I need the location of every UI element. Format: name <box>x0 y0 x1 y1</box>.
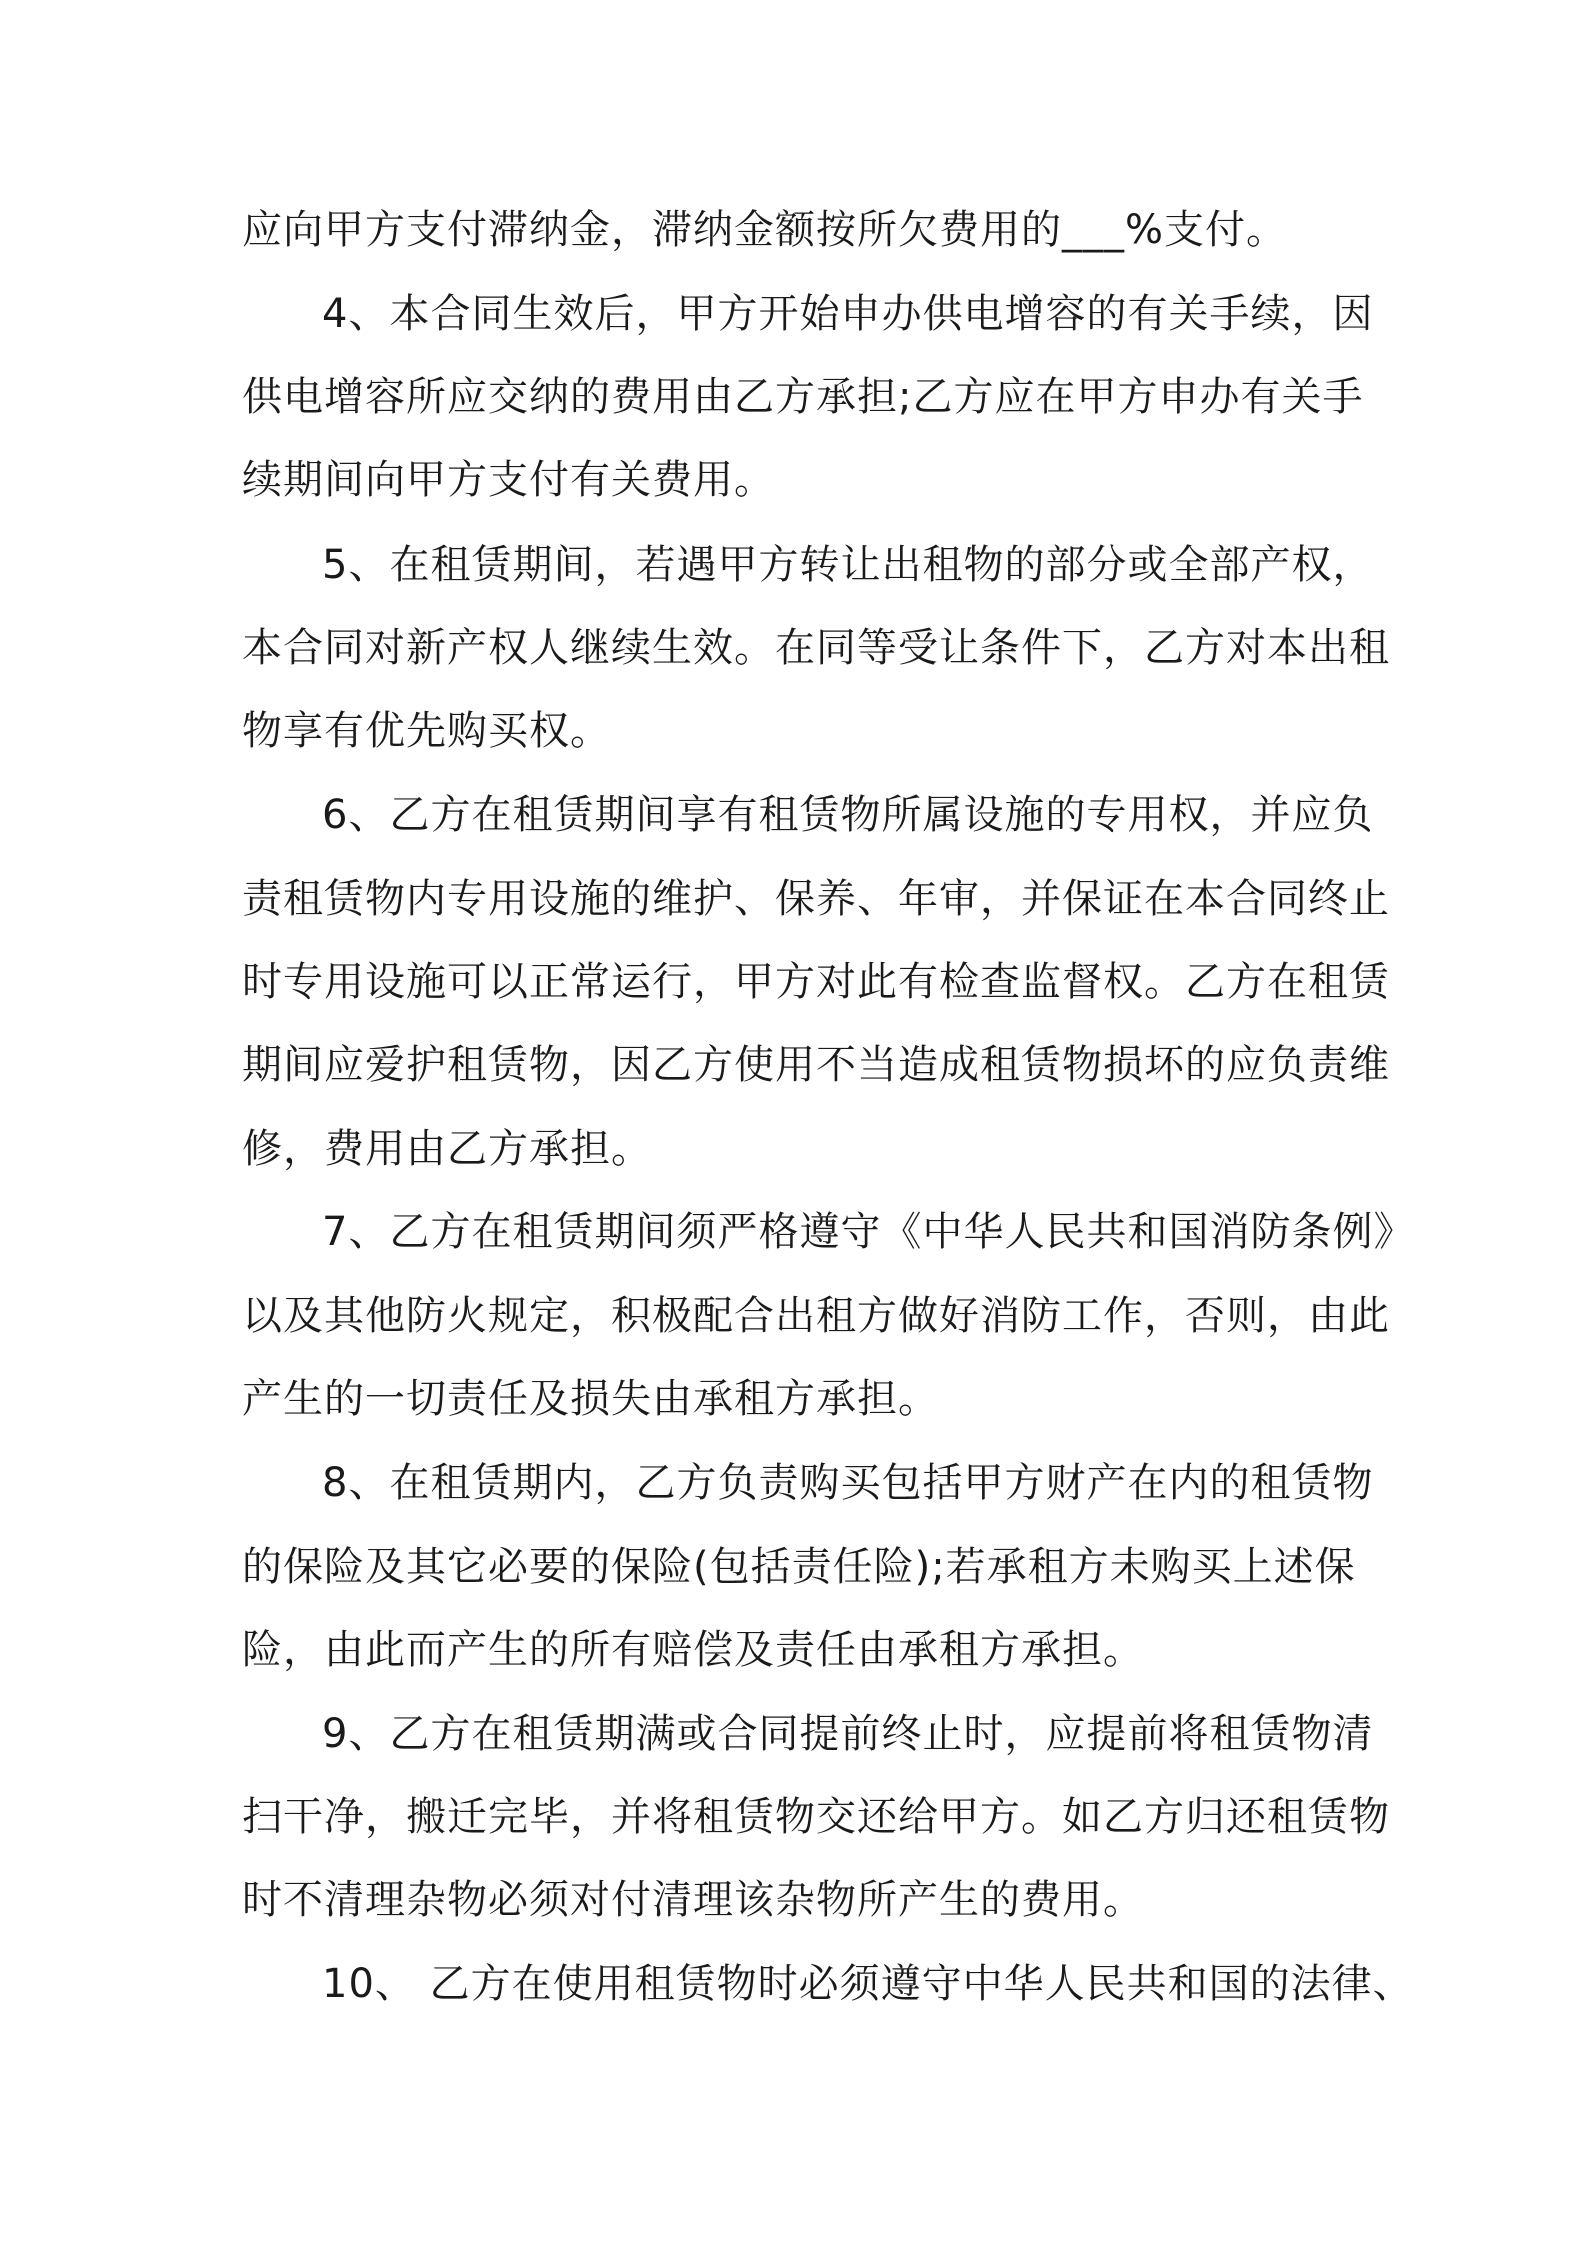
clause-10-line-1: 10、 乙方在使用租赁物时必须遵守中华人民共和国的法律、 <box>322 1961 1414 2007</box>
clause-4-line-1: 4、本合同生效后，甲方开始申办供电增容的有关手续，因 <box>322 291 1374 337</box>
clause-5-line-3: 物享有优先购买权。 <box>242 708 611 754</box>
clause-3-line-1: 应向甲方支付滞纳金，滞纳金额按所欠费用的___%支付。 <box>242 207 1288 253</box>
clause-7-line-1: 7、乙方在租赁期间须严格遵守《中华人民共和国消防条例》 <box>322 1209 1415 1255</box>
clause-9-line-2: 扫干净，搬迁完毕，并将租赁物交还给甲方。如乙方归还租赁物 <box>242 1794 1390 1840</box>
clause-6-line-1: 6、乙方在租赁期间享有租赁物所属设施的专用权，并应负 <box>322 792 1374 838</box>
clause-5-line-1: 5、在租赁期间，若遇甲方转让出租物的部分或全部产权， <box>322 542 1374 588</box>
clause-7-line-3: 产生的一切责任及损失由承租方承担。 <box>242 1376 939 1422</box>
clause-9-line-1: 9、乙方在租赁期满或合同提前终止时，应提前将租赁物清 <box>322 1711 1374 1757</box>
clause-6-line-3: 时专用设施可以正常运行，甲方对此有检查监督权。乙方在租赁 <box>242 959 1390 1005</box>
clause-4-line-3: 续期间向甲方支付有关费用。 <box>242 457 775 503</box>
clause-8-line-3: 险，由此而产生的所有赔偿及责任由承租方承担。 <box>242 1627 1144 1673</box>
clause-6-line-4: 期间应爱护租赁物，因乙方使用不当造成租赁物损坏的应负责维 <box>242 1042 1390 1088</box>
clause-8-line-1: 8、在租赁期内，乙方负责购买包括甲方财产在内的租赁物 <box>322 1460 1374 1506</box>
clause-6-line-5: 修，费用由乙方承担。 <box>242 1126 652 1172</box>
clause-7-line-2: 以及其他防火规定，积极配合出租方做好消防工作，否则，由此 <box>242 1293 1390 1339</box>
clause-4-line-2: 供电增容所应交纳的费用由乙方承担;乙方应在甲方申办有关手 <box>242 374 1364 420</box>
clause-6-line-2: 责租赁物内专用设施的维护、保养、年审，并保证在本合同终止 <box>242 876 1390 922</box>
clause-5-line-2: 本合同对新产权人继续生效。在同等受让条件下，乙方对本出租 <box>242 625 1390 671</box>
clause-9-line-3: 时不清理杂物必须对付清理该杂物所产生的费用。 <box>242 1877 1144 1923</box>
clause-8-line-2: 的保险及其它必要的保险(包括责任险);若承租方未购买上述保 <box>242 1544 1356 1590</box>
